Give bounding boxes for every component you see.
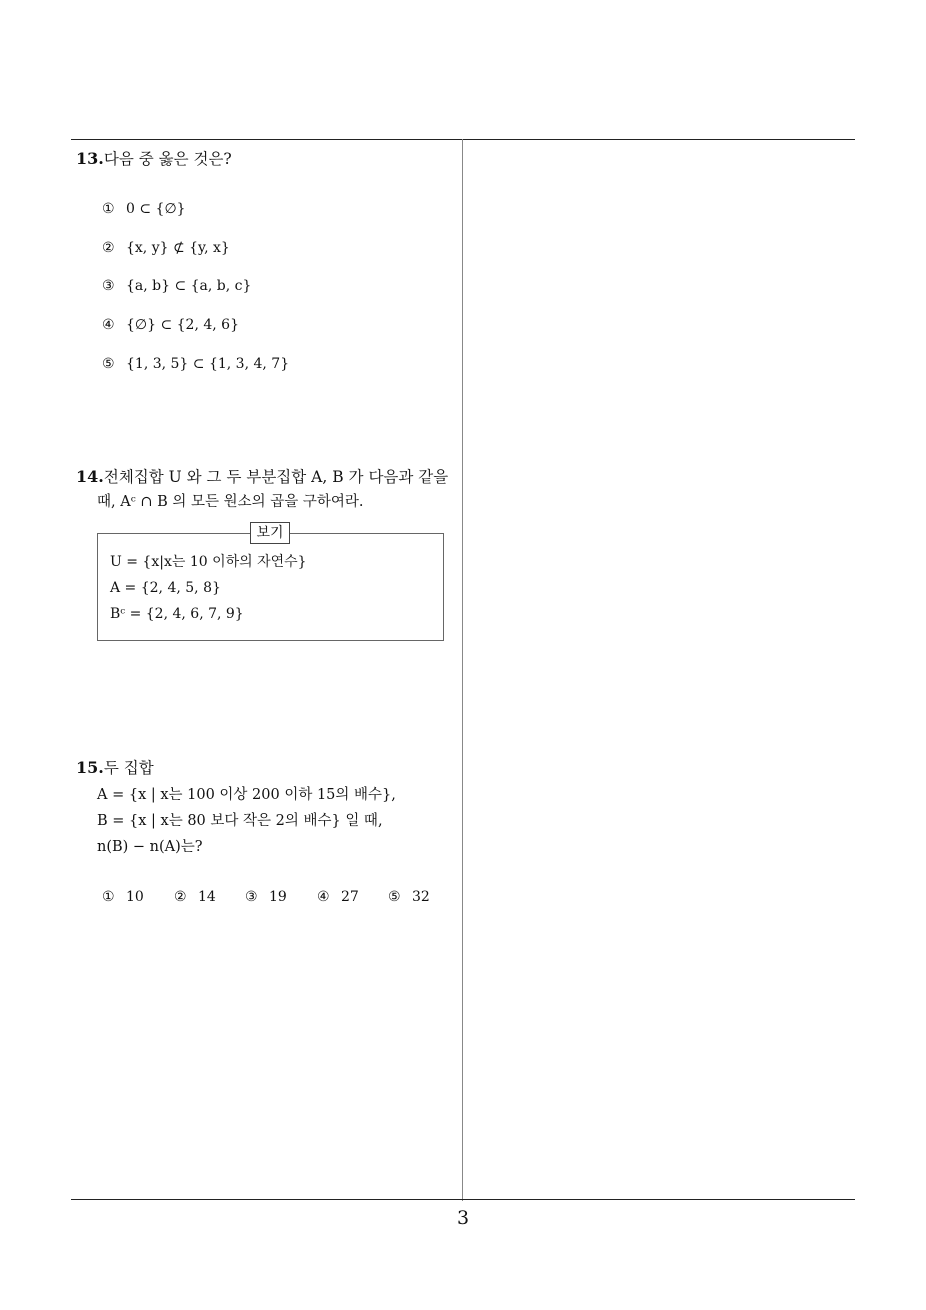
question-15-line-1: A = {x | x는 100 이상 200 이하 15의 배수},	[97, 787, 396, 803]
bogi-line-2: A = {2, 4, 5, 8}	[110, 580, 221, 596]
choice-number: ③	[245, 889, 258, 905]
question-15-line-3: n(B) − n(A)는?	[97, 839, 203, 855]
choice-number: ①	[102, 201, 115, 217]
question-15-title	[76, 757, 154, 779]
choice-text: {1, 3, 5} ⊂ {1, 3, 4, 7}	[126, 356, 290, 372]
choice-text: 19	[269, 889, 287, 905]
question-14-number: 14.	[76, 467, 104, 486]
choice-text: {a, b} ⊂ {a, b, c}	[126, 278, 252, 294]
bottom-rule	[71, 1199, 855, 1200]
question-13-choice-5[interactable]	[102, 354, 289, 374]
bogi-line-1: U = {x|x는 10 이하의 자연수}	[110, 554, 307, 570]
choice-number: ②	[174, 889, 187, 905]
choice-number: ①	[102, 889, 115, 905]
choice-number: ②	[102, 240, 115, 256]
question-13-choice-2[interactable]	[102, 238, 230, 258]
question-13-choice-3[interactable]	[102, 276, 251, 296]
question-15-text: 두 집합	[103, 759, 154, 777]
question-14-line-1: 전체집합 U 와 그 두 부분집합 A, B 가 다음과 같을	[103, 468, 449, 486]
column-divider	[462, 139, 463, 1201]
choice-number: ⑤	[388, 889, 401, 905]
question-15-choice-3[interactable]	[245, 887, 287, 907]
choice-number: ④	[317, 889, 330, 905]
page-number: 3	[456, 1207, 470, 1229]
question-13-title	[76, 148, 232, 170]
choice-text: {∅} ⊂ {2, 4, 6}	[126, 317, 239, 333]
choice-text: 0 ⊂ {∅}	[126, 201, 186, 217]
bogi-line-3: Bᶜ = {2, 4, 6, 7, 9}	[110, 606, 244, 622]
question-15-choice-1[interactable]	[102, 887, 144, 907]
question-13-choice-1[interactable]	[102, 199, 186, 219]
question-13-number: 13.	[76, 149, 104, 168]
question-15-choice-5[interactable]	[388, 887, 430, 907]
question-15-number: 15.	[76, 758, 104, 777]
choice-number: ④	[102, 317, 115, 333]
choice-text: 10	[126, 889, 144, 905]
question-13-text: 다음 중 옳은 것은?	[103, 150, 232, 168]
choice-text: 27	[341, 889, 359, 905]
choice-text: {x, y} ⊄ {y, x}	[126, 240, 230, 256]
question-15-choice-4[interactable]	[317, 887, 359, 907]
question-13-choice-4[interactable]	[102, 315, 239, 335]
question-14-title	[76, 466, 448, 488]
choice-text: 32	[412, 889, 430, 905]
question-15-choice-2[interactable]	[174, 887, 216, 907]
bogi-label: 보기	[250, 522, 290, 544]
choice-number: ③	[102, 278, 115, 294]
question-14-line-2: 때, Aᶜ ∩ B 의 모든 원소의 곱을 구하여라.	[97, 494, 364, 510]
choice-number: ⑤	[102, 356, 115, 372]
question-15-line-2: B = {x | x는 80 보다 작은 2의 배수} 일 때,	[97, 813, 383, 829]
choice-text: 14	[198, 889, 216, 905]
